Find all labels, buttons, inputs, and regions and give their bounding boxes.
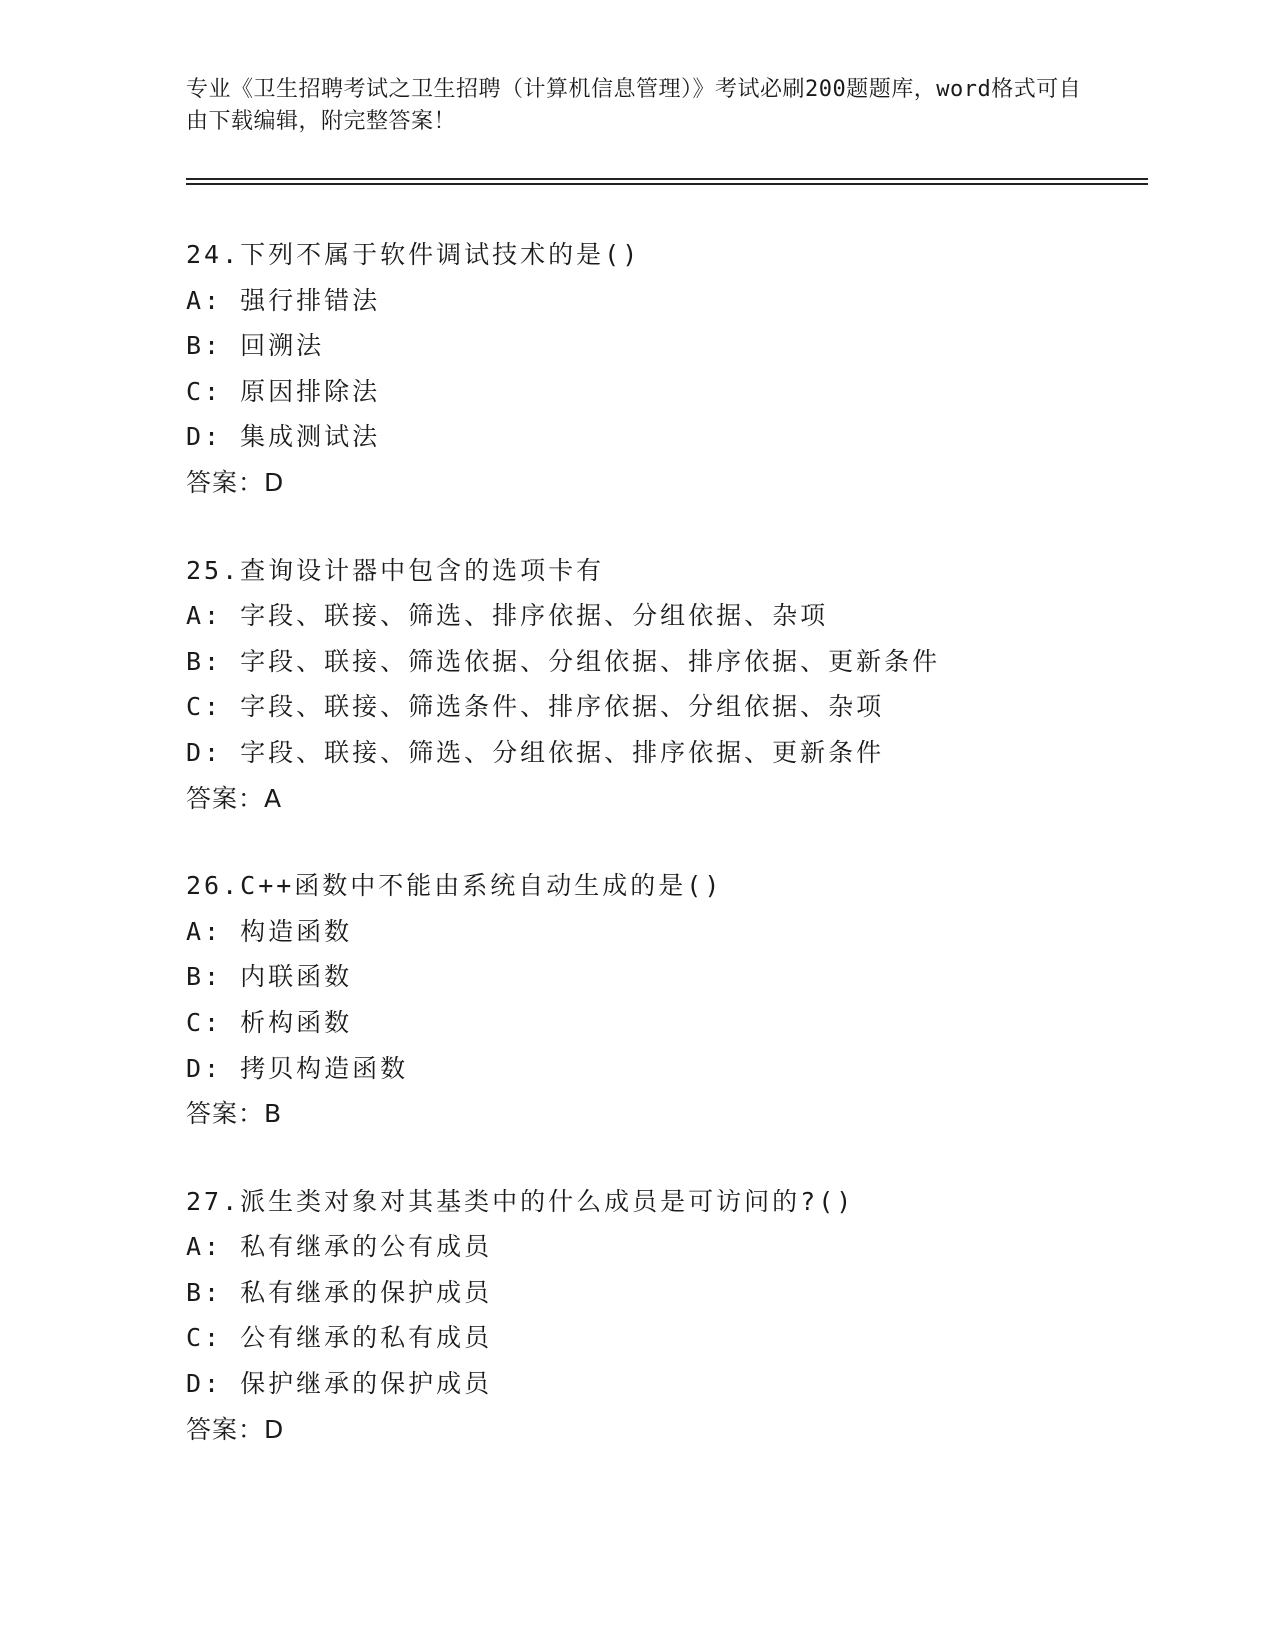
option-a: A: 私有继承的公有成员 [186, 1232, 493, 1262]
option-c: C: 原因排除法 [186, 376, 381, 406]
option-b: B: 回溯法 [186, 331, 325, 361]
question-list [186, 232, 1186, 1494]
question-title: 27.派生类对象对其基类中的什么成员是可访问的?() [186, 1186, 855, 1216]
question-24 [186, 232, 1186, 506]
option-a: A: 强行排错法 [186, 285, 381, 315]
header-divider-top [186, 178, 1148, 180]
option-d: D: 保护继承的保护成员 [186, 1369, 493, 1399]
header-divider-bottom [186, 183, 1148, 185]
option-c: C: 字段、联接、筛选条件、排序依据、分组依据、杂项 [186, 692, 885, 722]
option-d: D: 集成测试法 [186, 422, 381, 452]
document-header: 专业《卫生招聘考试之卫生招聘（计算机信息管理）》考试必刷200题题库，word格式可自由下载编辑，附完整答案！ [186, 77, 1082, 134]
question-26 [186, 863, 1186, 1137]
option-b: B: 字段、联接、筛选依据、分组依据、排序依据、更新条件 [186, 646, 941, 676]
question-25 [186, 548, 1186, 822]
option-b: B: 私有继承的保护成员 [186, 1277, 493, 1307]
answer: 答案：A [186, 783, 283, 813]
question-title: 24.下列不属于软件调试技术的是() [186, 240, 641, 269]
question-title: 26.C++函数中不能由系统自动生成的是() [186, 871, 723, 901]
option-c: C: 公有继承的私有成员 [186, 1323, 493, 1353]
option-d: D: 字段、联接、筛选、分组依据、排序依据、更新条件 [186, 737, 885, 767]
option-a: A: 构造函数 [186, 916, 353, 946]
option-c: C: 析构函数 [186, 1007, 353, 1037]
question-title: 25.查询设计器中包含的选项卡有 [186, 555, 605, 585]
answer: 答案：D [186, 467, 285, 497]
answer: 答案：D [186, 1414, 285, 1444]
answer: 答案：B [186, 1099, 283, 1129]
question-27 [186, 1179, 1186, 1453]
option-a: A: 字段、联接、筛选、排序依据、分组依据、杂项 [186, 601, 829, 631]
option-b: B: 内联函数 [186, 962, 353, 992]
option-d: D: 拷贝构造函数 [186, 1053, 409, 1083]
